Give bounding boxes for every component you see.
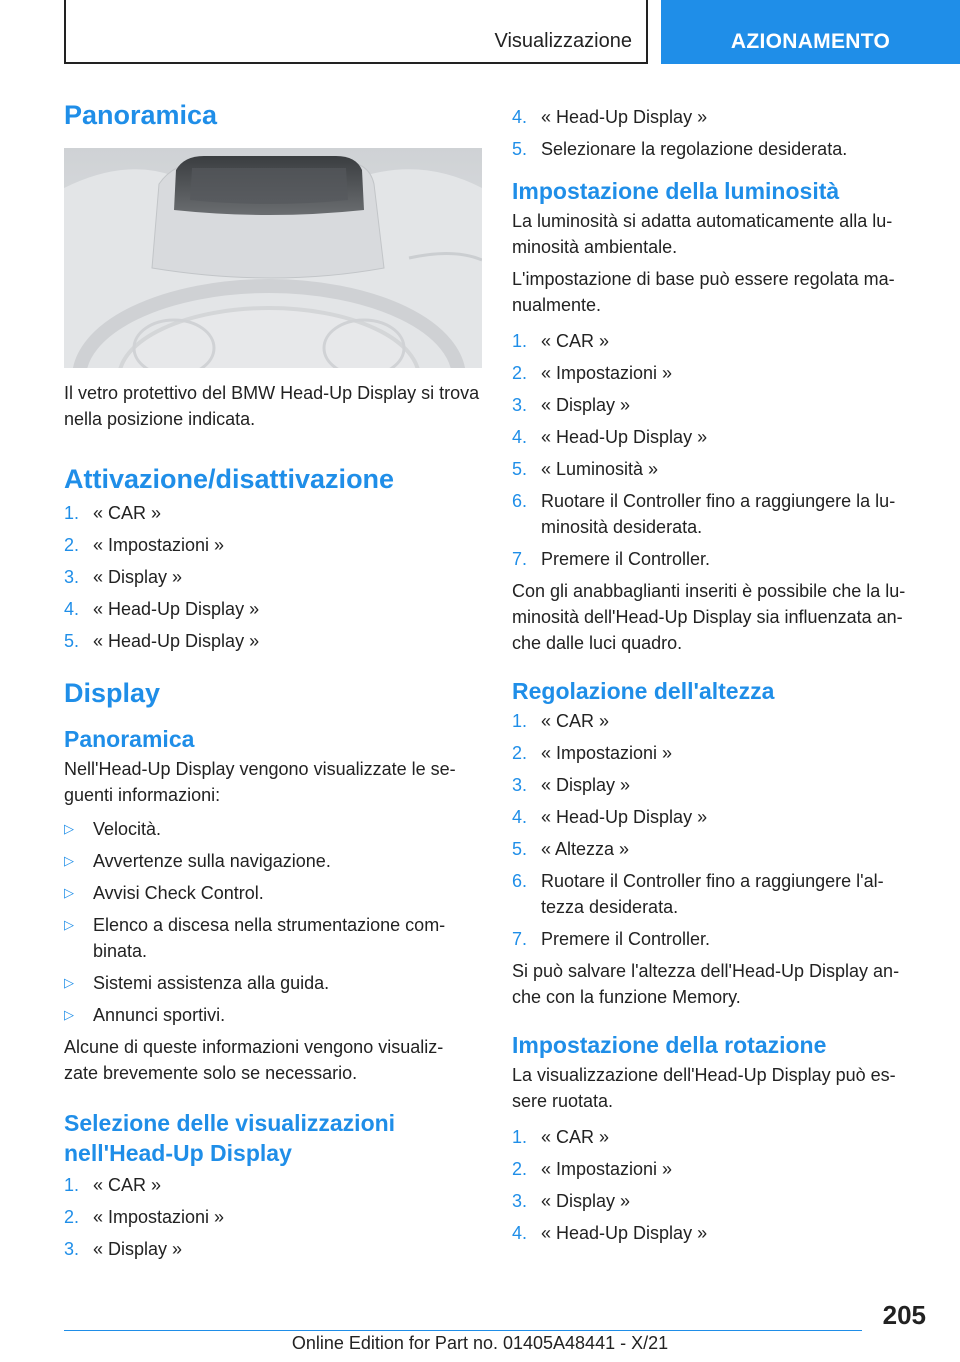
luminosita-p1: La luminosità si adatta automaticamente alla lu- minosità ambientale.: [512, 211, 893, 257]
list-item: 7. Premere il Controller.: [512, 929, 711, 949]
triangle-bullet-icon: ▷: [64, 917, 74, 932]
chapter-tab[interactable]: AZIONAMENTO: [661, 0, 960, 64]
list-item: 4. « Head-Up Display »: [512, 1223, 708, 1243]
list-item: ▷ Annunci sportivi.: [64, 1002, 482, 1028]
right-column: [512, 104, 924, 1252]
list-item: 6. Ruotare il Controller fino a raggiungere la lu- minosità desiderata.: [512, 491, 896, 537]
list-item: 3. « Display »: [64, 567, 183, 587]
rotazione-p: La visualizzazione dell'Head-Up Display può es- sere ruotata.: [512, 1065, 896, 1111]
rotazione-list: [512, 1124, 924, 1246]
left-column: [64, 98, 482, 1268]
display-intro: Nell'Head-Up Display vengono visualizzate le se- guenti informazioni:: [64, 759, 456, 805]
list-item: 4. « Head-Up Display »: [64, 599, 260, 619]
list-item: 1. « CAR »: [512, 711, 610, 731]
selezione-list: [64, 1172, 482, 1262]
triangle-bullet-icon: ▷: [64, 853, 74, 868]
list-item: ▷ Sistemi assistenza alla guida.: [64, 970, 482, 996]
page-header: [0, 0, 960, 66]
list-item: 1. « CAR »: [512, 1127, 610, 1147]
list-item: 2. « Impostazioni »: [64, 535, 225, 555]
list-item: 5. « Luminosità »: [512, 459, 659, 479]
list-item: 1. « CAR »: [512, 331, 610, 351]
list-item: 2. « Impostazioni »: [512, 363, 673, 383]
triangle-bullet-icon: ▷: [64, 1007, 74, 1022]
list-item: 2. « Impostazioni »: [64, 1207, 225, 1227]
list-item: 1. « CAR »: [64, 503, 162, 523]
heading-selezione: Selezione delle visualizzazioni nell'Head-Up Display: [64, 1110, 396, 1166]
heading-display: Display: [64, 678, 161, 708]
list-item: 2. « Impostazioni »: [512, 1159, 673, 1179]
altezza-list: [512, 708, 924, 952]
list-item: 3. « Display »: [512, 395, 631, 415]
hud-photo-illustration: [64, 148, 482, 368]
list-item: ▷ Avvisi Check Control.: [64, 880, 482, 906]
list-item: 1. « CAR »: [64, 1175, 162, 1195]
list-item: 2. « Impostazioni »: [512, 743, 673, 763]
list-item: 4. « Head-Up Display »: [512, 107, 708, 127]
heading-panoramica-sub: Panoramica: [64, 726, 195, 752]
list-item: 5. Selezionare la regolazione desiderata.: [512, 139, 848, 159]
list-item: 3. « Display »: [512, 775, 631, 795]
footer-divider: [64, 1330, 862, 1331]
triangle-bullet-icon: ▷: [64, 975, 74, 990]
list-item: 3. « Display »: [64, 1239, 183, 1259]
list-item: 3. « Display »: [512, 1191, 631, 1211]
heading-altezza: Regolazione dell'altezza: [512, 678, 775, 704]
attivazione-list: [64, 500, 482, 654]
heading-attivazione: Attivazione/disattivazione: [64, 464, 395, 494]
luminosita-list: [512, 328, 924, 572]
display-note: Alcune di queste informazioni vengono visualiz- zate brevemente solo se necessario.: [64, 1037, 444, 1083]
list-item: 5. « Head-Up Display »: [64, 631, 260, 651]
heading-luminosita: Impostazione della luminosità: [512, 178, 840, 204]
list-item: ▷ Elenco a discesa nella strumentazione com- binata.: [64, 912, 482, 964]
altezza-note: Si può salvare l'altezza dell'Head-Up Display an- che con la funzione Memory.: [512, 961, 900, 1007]
list-item: ▷ Velocità.: [64, 816, 482, 842]
heading-panoramica: Panoramica: [64, 100, 218, 130]
list-item: 6. Ruotare il Controller fino a raggiungere l'al- tezza desiderata.: [512, 871, 884, 917]
list-item: 7. Premere il Controller.: [512, 549, 711, 569]
selezione-list-cont: [512, 104, 924, 162]
heading-rotazione: Impostazione della rotazione: [512, 1032, 827, 1058]
luminosita-p2: L'impostazione di base può essere regolata ma- nualmente.: [512, 269, 895, 315]
section-title: Visualizzazione: [494, 30, 632, 52]
section-tab: [64, 0, 648, 64]
luminosita-note: Con gli anabbaglianti inseriti è possibile che la lu- minosità dell'Head-Up Display sia influenzata an- che dalle luci quadro.: [512, 581, 906, 653]
display-info-list: [64, 816, 482, 1028]
list-item: ▷ Avvertenze sulla navigazione.: [64, 848, 482, 874]
list-item: 5. « Altezza »: [512, 839, 630, 859]
hud-photo: [64, 148, 482, 368]
page-number: 205: [882, 1300, 926, 1330]
triangle-bullet-icon: ▷: [64, 821, 74, 836]
list-item: 4. « Head-Up Display »: [512, 807, 708, 827]
triangle-bullet-icon: ▷: [64, 885, 74, 900]
list-item: 4. « Head-Up Display »: [512, 427, 708, 447]
photo-caption: Il vetro protettivo del BMW Head-Up Display si trova nella posizione indicata.: [64, 383, 480, 429]
edition-line: Online Edition for Part no. 01405A48441 - X/21: [291, 1333, 669, 1353]
